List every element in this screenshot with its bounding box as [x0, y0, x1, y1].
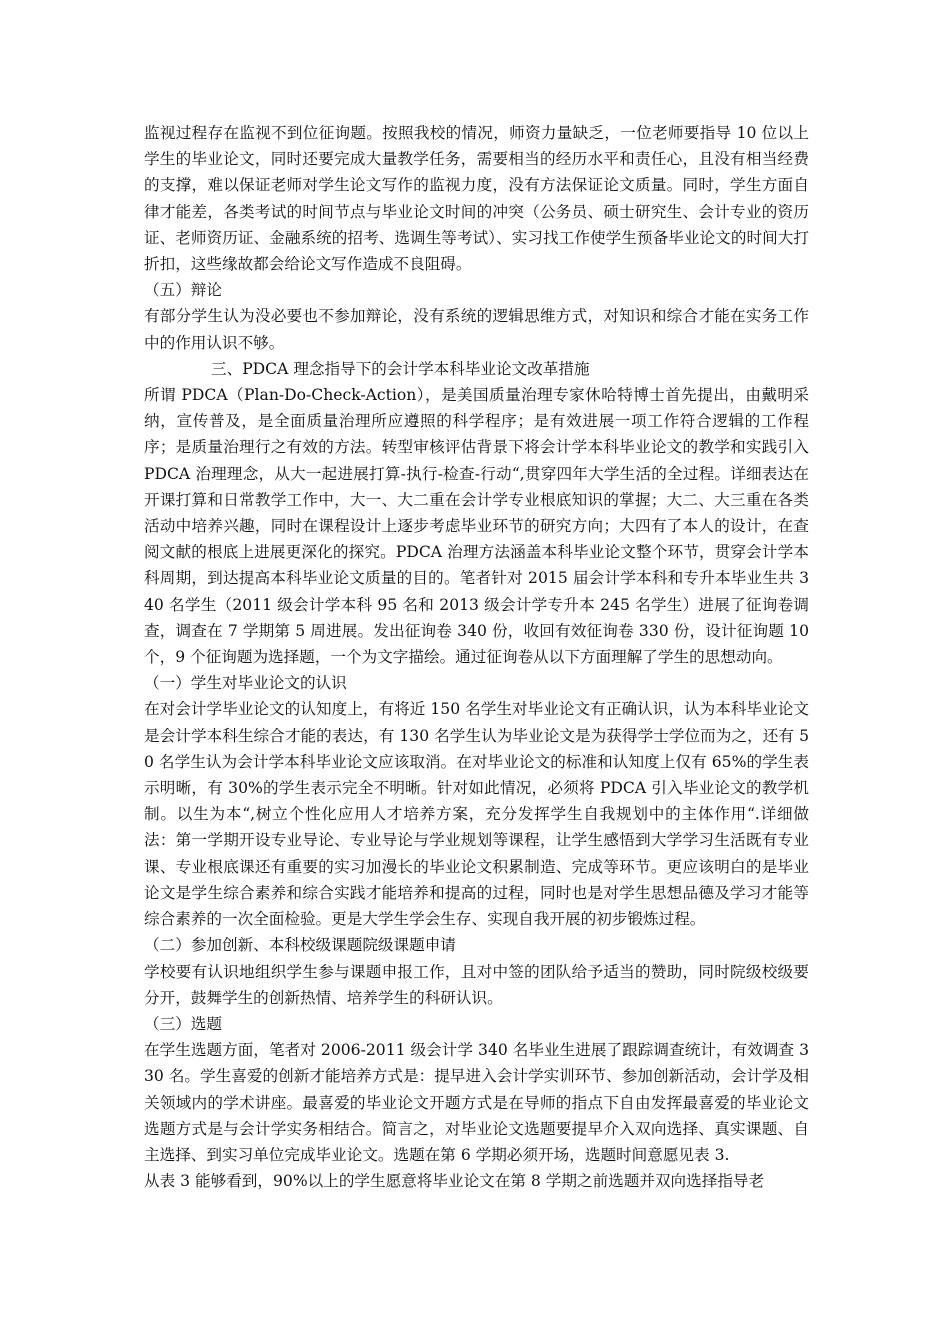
paragraph-innovation: 学校要有认识地组织学生参与课题申报工作，且对中签的团队给予适当的赞助，同时院级校级要分开，鼓舞学生的创新热情、培养学生的科研认识。	[144, 962, 809, 1007]
paragraph-table3: 从表 3 能够看到，90%以上的学生愿意将毕业论文在第 8 学期之前选题并双向选择指导老	[144, 1172, 765, 1191]
paragraph-understanding: 在对会计学毕业论文的认知度上，有将近 150 名学生对毕业论文有正确认识，认为本科毕业论文是会计学本科生综合才能的表达，有 130 名学生认为毕业论文是为获得学士学位而为之，还有 50 名学生认为会计学本科毕业论文应该取消。在对毕业论文的标准和认知度上仅有 65%的学生表示明晰，有 30%的学生表示完全不明晰。针对如此情况，必须将 PDCA 引入毕业论文的教学机制。以生为本“,树立个性化应用人才培养方案，充分发挥学生自我规划中的主体作用“.详细做法：第一学期开设专业导论、专业导论与学业规划等课程，让学生感悟到大学学习生活既有专业课、专业根底课还有重要的实习加漫长的毕业论文积累制造、完成等环节。更应该明白的是毕业论文是学生综合素养和综合实践才能培养和提高的过程，同时也是对学生思想品德及学习才能等综合素养的一次全面检验。更是大学生学会生存、实现自我开展的初步锻炼过程。	[144, 700, 809, 929]
section-heading-pdca: 三、PDCA 理念指导下的会计学本科毕业论文改革措施	[211, 359, 590, 378]
subheading-topic-selection: （三）选题	[144, 1014, 222, 1033]
document-page	[144, 120, 809, 1194]
paragraph-topic-selection: 在学生选题方面，笔者对 2006-2011 级会计学 340 名毕业生进展了跟踪调查统计，有效调查 330 名。学生喜爱的创新才能培养方式是：提早进入会计学实训环节、参加创新活动，会计学及相关领域内的学术讲座。最喜爱的毕业论文开题方式是在导师的指点下自由发挥最喜爱的毕业论文选题方式是与会计学实务相结合。简言之，对毕业论文选题要提早介入双向选择、真实课题、自主选择、到实习单位完成毕业论文。选题在第 6 学期必须开场，选题时间意愿见表 3.	[144, 1041, 809, 1164]
paragraph-defense: 有部分学生认为没必要也不参加辩论，没有系统的逻辑思维方式，对知识和综合才能在实务工作中的作用认识不够。	[144, 307, 809, 352]
subheading-defense: （五）辩论	[144, 281, 222, 300]
paragraph-pdca: 所谓 PDCA（Plan-Do-Check-Action），是美国质量治理专家休哈特博士首先提出，由戴明采纳，宣传普及，是全面质量治理所应遵照的科学程序；是有效进展一项工作符合逻辑的工作程序；是质量治理行之有效的方法。转型审核评估背景下将会计学本科毕业论文的教学和实践引入 PDCA 治理理念，从大一起进展打算-执行-检查-行动“,贯穿四年大学生活的全过程。详细表达在开课打算和日常教学工作中，大一、大二重在会计学专业根底知识的掌握；大二、大三重在各类活动中培养兴趣，同时在课程设计上逐步考虑毕业环节的研究方向；大四有了本人的设计，在查阅文献的根底上进展更深化的探究。PDCA 治理方法涵盖本科毕业论文整个环节，贯穿会计学本科周期，到达提高本科毕业论文质量的目的。笔者针对 2015 届会计学本科和专升本毕业生共 340 名学生（2011 级会计学本科 95 名和 2013 级会计学专升本 245 名学生）进展了征询卷调查，调查在 7 学期第 5 周进展。发出征询卷 340 份，收回有效征询卷 330 份，设计征询题 10 个，9 个征询题为选择题，一个为文字描绘。通过征询卷从以下方面理解了学生的思想动向。	[144, 386, 809, 667]
subheading-innovation: （二）参加创新、本科校级课题院级课题申请	[144, 936, 456, 955]
subheading-understanding: （一）学生对毕业论文的认识	[144, 674, 347, 693]
paragraph-supervision: 监视过程存在监视不到位征询题。按照我校的情况，师资力量缺乏，一位老师要指导 10 位以上学生的毕业论文，同时还要完成大量教学任务，需要相当的经历水平和责任心，且没有相当经费的支撑，难以保证老师对学生论文写作的监视力度，没有方法保证论文质量。同时，学生方面自律才能差，各类考试的时间节点与毕业论文时间的冲突（公务员、硕士研究生、会计专业的资历证、老师资历证、金融系统的招考、选调生等考试）、实习找工作使学生预备毕业论文的时间大打折扣，这些缘故都会给论文写作造成不良阻碍。	[144, 124, 809, 274]
